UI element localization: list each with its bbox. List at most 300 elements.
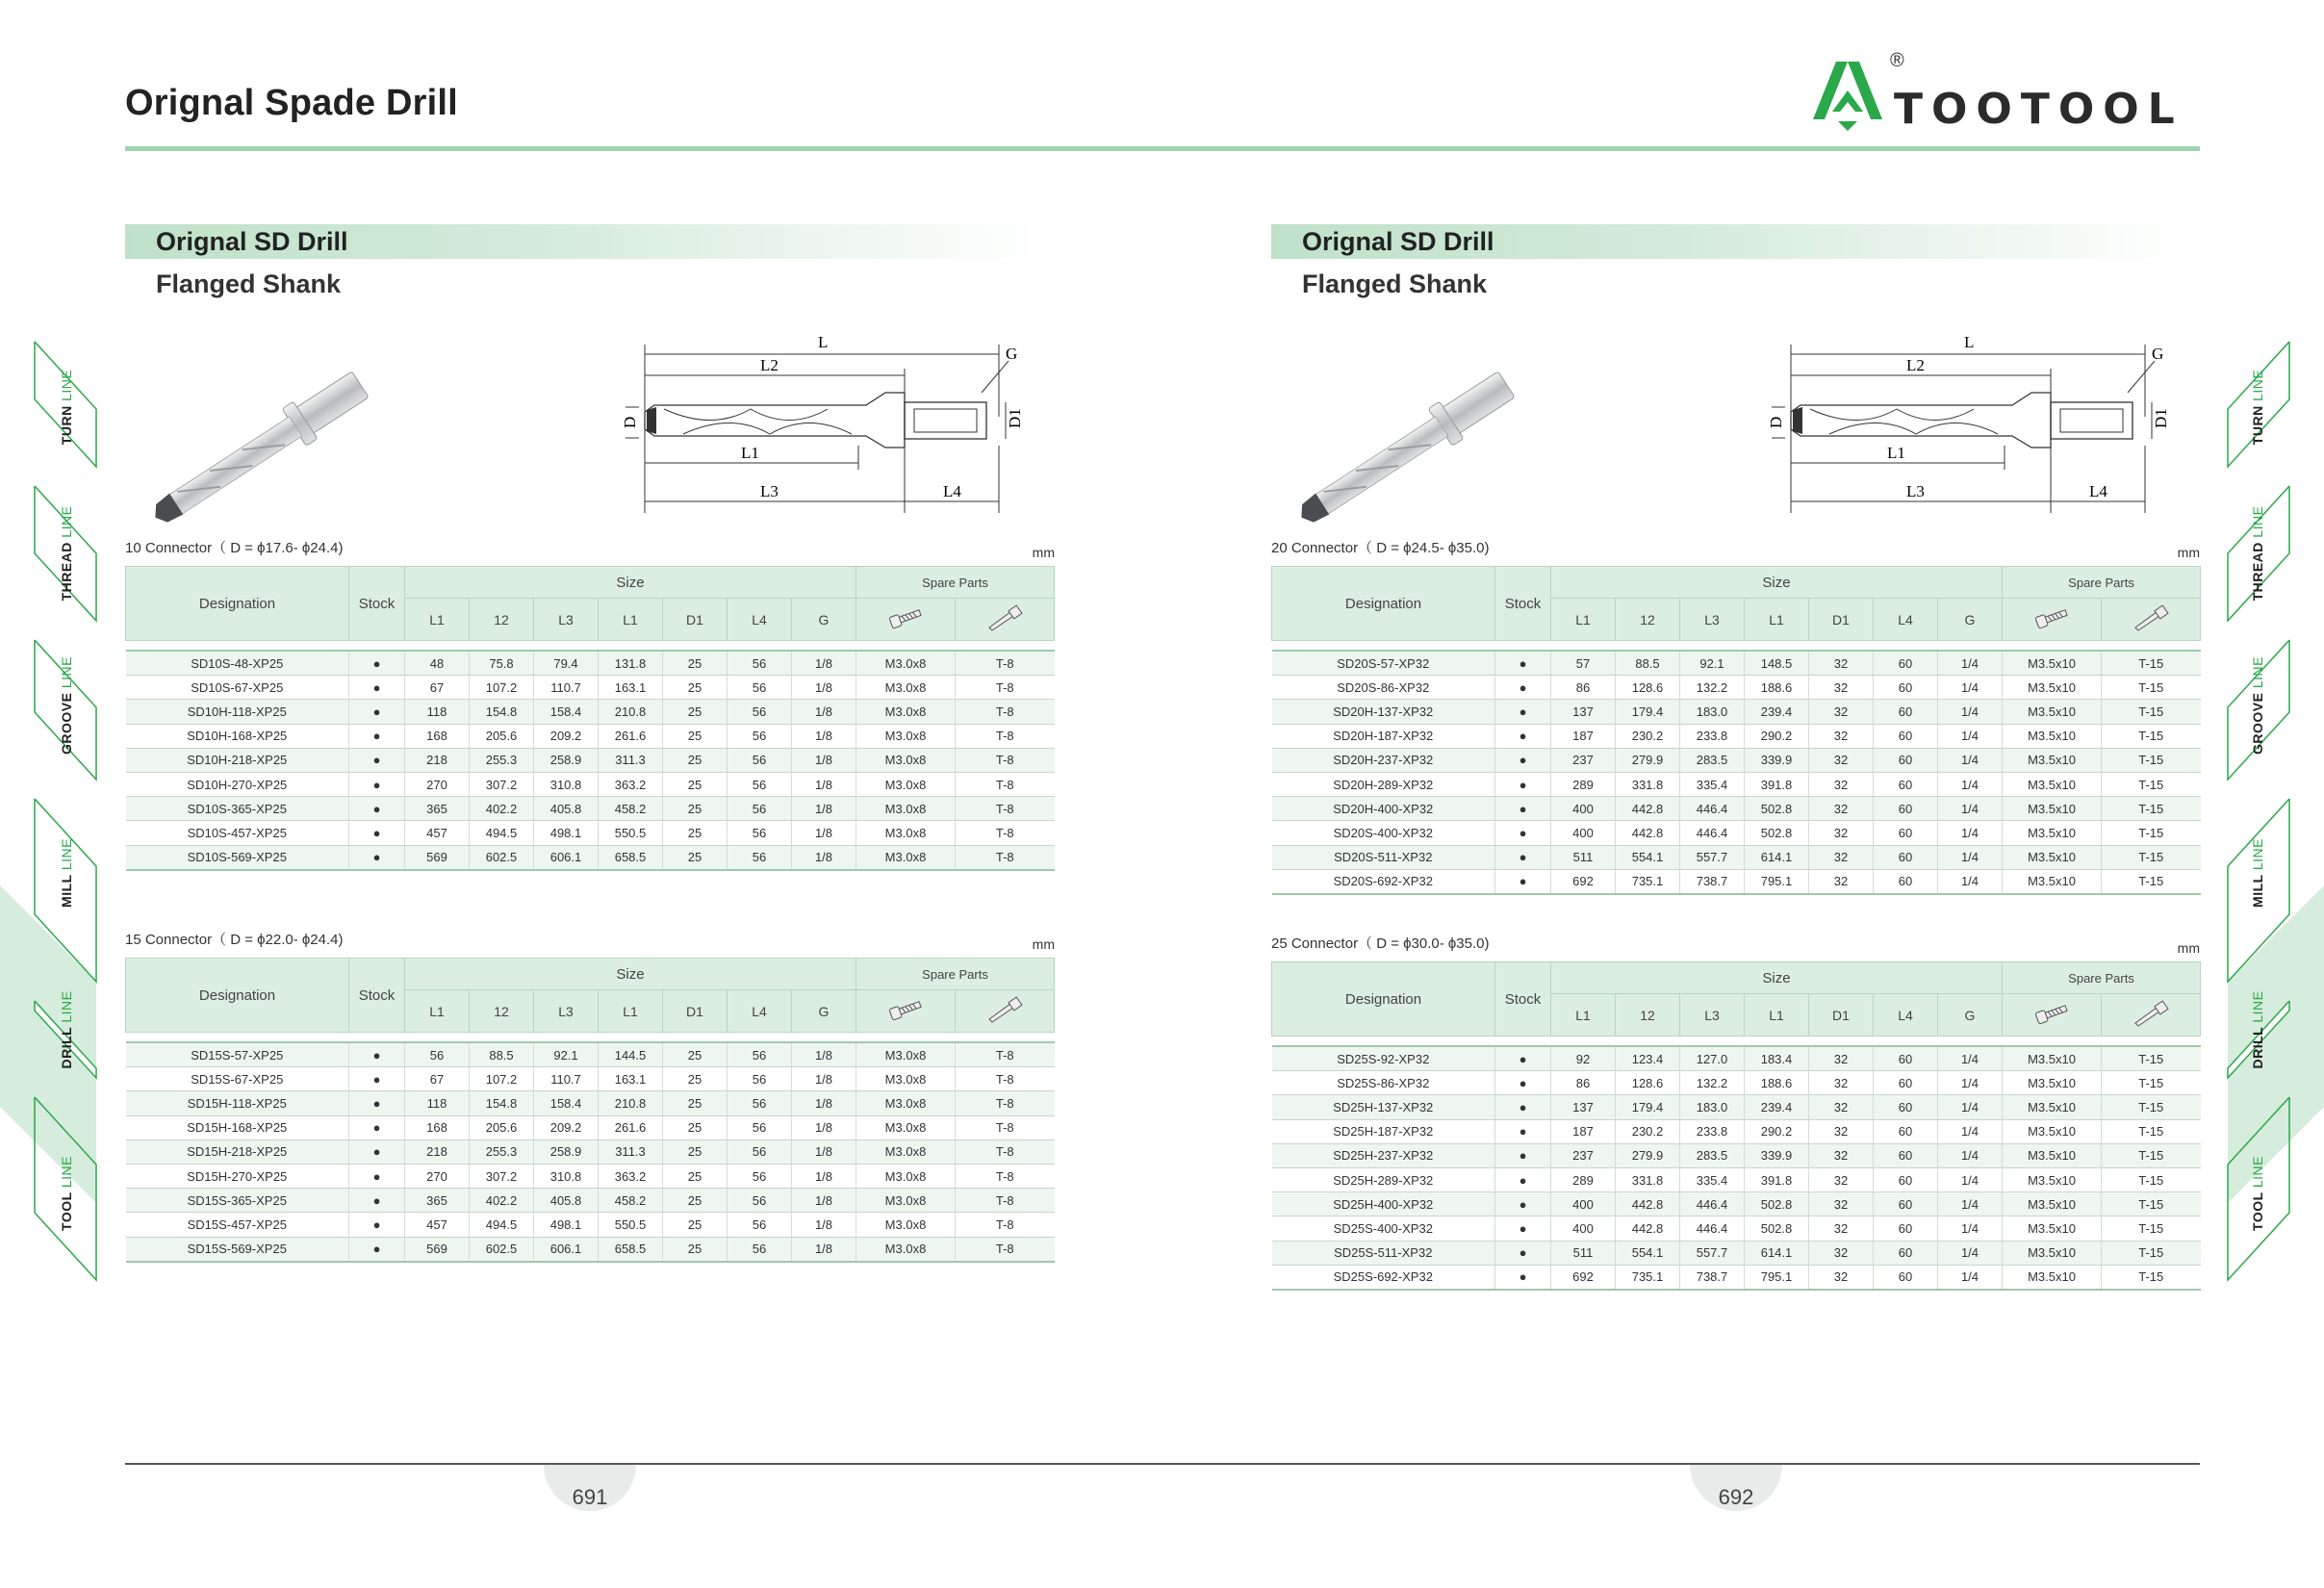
table-cell: 233.8 (1680, 724, 1745, 748)
stock-cell: ● (1495, 1192, 1551, 1217)
header-col: D1 (663, 990, 728, 1033)
side-tab-label (59, 369, 74, 444)
table-cell: 86 (1551, 676, 1616, 700)
table-cell: 1/8 (792, 700, 856, 724)
table-cell: 738.7 (1680, 869, 1745, 894)
header-col: L1 (405, 599, 470, 641)
table-cell: 154.8 (470, 1091, 534, 1115)
spade-drill-photo (125, 330, 433, 542)
table-cell: 56 (728, 651, 792, 676)
table-cell: T-15 (2102, 1046, 2201, 1071)
table-cell: 60 (1874, 724, 1938, 748)
table-cell: T-8 (956, 651, 1055, 676)
table-cell: 446.4 (1680, 1192, 1745, 1217)
table-wrap (125, 566, 1055, 871)
side-tab-label (2250, 838, 2265, 908)
table-cell: 48 (405, 651, 470, 676)
page-title: Orignal Spade Drill (125, 83, 458, 123)
table-cell: 1/8 (792, 724, 856, 748)
table-cell: 738.7 (1680, 1265, 1745, 1290)
table-cell: 400 (1551, 1217, 1616, 1241)
table-cell: T-8 (956, 772, 1055, 796)
table-cell: 511 (1551, 1241, 1616, 1265)
screw-icon (2032, 606, 2071, 629)
table-cell: T-15 (2102, 700, 2201, 724)
table-cell: 32 (1809, 1192, 1874, 1217)
table-cell: T-15 (2102, 1241, 2201, 1265)
dim-L3: L3 (1906, 482, 1925, 500)
table-row (126, 1213, 1055, 1237)
table-cell: 32 (1809, 1095, 1874, 1119)
table-cell: 442.8 (1616, 821, 1680, 845)
table-cell: 446.4 (1680, 821, 1745, 845)
table-cell: T-15 (2102, 1167, 2201, 1191)
table-cell: 502.8 (1745, 1192, 1809, 1217)
stock-cell: ● (349, 1140, 405, 1164)
table-cell: 56 (728, 1042, 792, 1067)
header-col: L1 (1745, 994, 1809, 1037)
header-col: L3 (534, 599, 599, 641)
table-cell: 179.4 (1616, 1095, 1680, 1119)
side-tab-label-light: LINE (2250, 838, 2265, 871)
table-cell: 60 (1874, 821, 1938, 845)
side-tab-label (59, 506, 74, 602)
table-cell: 56 (728, 772, 792, 796)
stock-cell: ● (1495, 1143, 1551, 1167)
drawing-wrap (1767, 320, 2214, 537)
table-cell: 32 (1809, 845, 1874, 869)
header-col: G (792, 990, 856, 1033)
unit-label: mm (1032, 545, 1055, 560)
table-cell: 123.4 (1616, 1046, 1680, 1071)
designation-cell: SD15S-67-XP25 (126, 1067, 349, 1091)
table-cell: 132.2 (1680, 1071, 1745, 1095)
table-cell: 209.2 (534, 724, 599, 748)
table-cell: 32 (1809, 821, 1874, 845)
table-cell: M3.0x8 (856, 1189, 956, 1213)
table-cell: 32 (1809, 869, 1874, 894)
table-cell: 88.5 (470, 1042, 534, 1067)
table-cell: 502.8 (1745, 821, 1809, 845)
table-cell: 1/4 (1938, 651, 2003, 676)
table-cell: 56 (728, 1115, 792, 1140)
table-cell: M3.0x8 (856, 1140, 956, 1164)
table-row (1272, 1241, 2201, 1265)
table-cell: 502.8 (1745, 1217, 1809, 1241)
stock-cell: ● (349, 700, 405, 724)
table-cell: T-15 (2102, 797, 2201, 821)
table-cell: 735.1 (1616, 1265, 1680, 1290)
table-cell: T-15 (2102, 1071, 2201, 1095)
table-cell: 331.8 (1616, 772, 1680, 796)
table-cell: 60 (1874, 1167, 1938, 1191)
table-cell: 107.2 (470, 676, 534, 700)
table-cell: 127.0 (1680, 1046, 1745, 1071)
side-tab-drill[interactable] (34, 977, 99, 1083)
table-cell: 32 (1809, 1265, 1874, 1290)
designation-cell: SD25S-400-XP32 (1272, 1217, 1495, 1241)
table-cell: 56 (728, 1164, 792, 1188)
dim-L4: L4 (943, 482, 961, 500)
table-cell: 1/8 (792, 1213, 856, 1237)
header-rule (125, 146, 2200, 151)
table-row (126, 1164, 1055, 1188)
stock-cell: ● (1495, 748, 1551, 772)
table-cell: 132.2 (1680, 676, 1745, 700)
table-cell: 307.2 (470, 1164, 534, 1188)
table-cell: M3.5x10 (2003, 1192, 2102, 1217)
header-designation: Designation (1272, 567, 1495, 641)
table-cell: 32 (1809, 651, 1874, 676)
table-cell: 458.2 (599, 797, 663, 821)
table-cell: 60 (1874, 1071, 1938, 1095)
table-cell: M3.0x8 (856, 1213, 956, 1237)
table-cell: 446.4 (1680, 1217, 1745, 1241)
table-cell: 239.4 (1745, 1095, 1809, 1119)
table-cell: 56 (728, 1067, 792, 1091)
header-stock: Stock (349, 567, 405, 641)
designation-cell: SD10H-168-XP25 (126, 724, 349, 748)
table-cell: 363.2 (599, 1164, 663, 1188)
table-cell: 261.6 (599, 724, 663, 748)
table-cell: 237 (1551, 1143, 1616, 1167)
designation-cell: SD15H-118-XP25 (126, 1091, 349, 1115)
side-tab-turn[interactable] (2225, 332, 2290, 481)
table-cell: 60 (1874, 1265, 1938, 1290)
table-cell: 56 (728, 797, 792, 821)
table-row (126, 821, 1055, 845)
table-cell: 183.0 (1680, 1095, 1745, 1119)
dim-D1: D1 (1006, 408, 1024, 428)
registered-mark: ® (1890, 50, 1904, 71)
side-tab-tool[interactable] (34, 1092, 99, 1294)
header-col: 12 (1616, 994, 1680, 1037)
table-cell: 60 (1874, 700, 1938, 724)
section-band (1271, 224, 2185, 259)
table-row (1272, 1046, 2201, 1071)
table-cell: M3.0x8 (856, 724, 956, 748)
table-cell: 57 (1551, 651, 1616, 676)
table-cell: M3.0x8 (856, 821, 956, 845)
table-cell: 183.4 (1745, 1046, 1809, 1071)
table-cell: 1/8 (792, 1115, 856, 1140)
table-cell: T-15 (2102, 651, 2201, 676)
dim-L4: L4 (2089, 482, 2107, 500)
table-cell: 311.3 (599, 1140, 663, 1164)
side-tab-label-light: LINE (59, 369, 74, 401)
table-cell: 67 (405, 676, 470, 700)
table-cell: 614.1 (1745, 1241, 1809, 1265)
screw-icon (886, 998, 925, 1021)
table-row (126, 1067, 1055, 1091)
header-spare-parts: Spare Parts (2003, 962, 2201, 994)
table-cell: 218 (405, 748, 470, 772)
side-tab-label (2250, 1156, 2265, 1231)
table-row (1272, 748, 2201, 772)
table-row (1272, 1143, 2201, 1167)
table-cell: 402.2 (470, 1189, 534, 1213)
side-tab-label (2250, 656, 2265, 755)
table-cell: 735.1 (1616, 869, 1680, 894)
table-cell: 1/4 (1938, 724, 2003, 748)
table-cell: 25 (663, 821, 728, 845)
table-cell: 56 (728, 1140, 792, 1164)
designation-cell: SD15S-57-XP25 (126, 1042, 349, 1067)
table-cell: M3.5x10 (2003, 772, 2102, 796)
table-cell: 1/8 (792, 676, 856, 700)
table-cell: 60 (1874, 1217, 1938, 1241)
side-tab-turn[interactable] (34, 332, 99, 481)
table-cell: 795.1 (1745, 1265, 1809, 1290)
table-cell: 1/4 (1938, 1265, 2003, 1290)
table-cell: 335.4 (1680, 772, 1745, 796)
table-cell: 1/8 (792, 821, 856, 845)
table-cell: 205.6 (470, 1115, 534, 1140)
table-cell: M3.5x10 (2003, 845, 2102, 869)
side-tab-mill[interactable] (2225, 781, 2290, 964)
header-key (2102, 994, 2201, 1037)
designation-cell: SD10S-67-XP25 (126, 676, 349, 700)
side-tab-label-light: LINE (2250, 990, 2265, 1023)
screw-icon (2032, 1002, 2071, 1025)
designation-cell: SD25H-187-XP32 (1272, 1119, 1495, 1143)
table-cell: T-8 (956, 1189, 1055, 1213)
table-cell: 25 (663, 1115, 728, 1140)
side-tab-mill[interactable] (34, 781, 99, 964)
stock-cell: ● (1495, 772, 1551, 796)
table-cell: 1/4 (1938, 1167, 2003, 1191)
table-row (1272, 845, 2201, 869)
table-cell: 498.1 (534, 821, 599, 845)
table-row (1272, 700, 2201, 724)
table-cell: 283.5 (1680, 1143, 1745, 1167)
table-cell: 131.8 (599, 651, 663, 676)
table-cell: M3.5x10 (2003, 797, 2102, 821)
table-cell: 1/8 (792, 797, 856, 821)
side-tab-label (59, 656, 74, 755)
dim-G: G (1006, 345, 1018, 363)
header-col: L1 (599, 990, 663, 1033)
table-cell: T-8 (956, 724, 1055, 748)
table-cell: 60 (1874, 1095, 1938, 1119)
table-cell: T-8 (956, 1164, 1055, 1188)
table-cell: 60 (1874, 1046, 1938, 1071)
table-cell: 1/8 (792, 1189, 856, 1213)
table-cell: 1/8 (792, 845, 856, 870)
table-cell: 56 (728, 676, 792, 700)
table-cell: 25 (663, 1091, 728, 1115)
section-band (125, 224, 1039, 259)
side-tab-tool[interactable] (2225, 1092, 2290, 1294)
table-cell: 25 (663, 1237, 728, 1262)
table-cell: 1/4 (1938, 748, 2003, 772)
table-cell: 290.2 (1745, 724, 1809, 748)
torx-key-icon (985, 996, 1024, 1023)
table-cell: 188.6 (1745, 1071, 1809, 1095)
table-cell: 550.5 (599, 1213, 663, 1237)
designation-cell: SD20S-400-XP32 (1272, 821, 1495, 845)
stock-cell: ● (349, 1115, 405, 1140)
table-cell: 400 (1551, 1192, 1616, 1217)
table-cell: 25 (663, 772, 728, 796)
table-cell: T-15 (2102, 724, 2201, 748)
table-cell: T-15 (2102, 1095, 2201, 1119)
table-cell: 289 (1551, 1167, 1616, 1191)
table-cell: 32 (1809, 1071, 1874, 1095)
table-cell: 289 (1551, 772, 1616, 796)
header-key (956, 990, 1055, 1033)
table-cell: 75.8 (470, 651, 534, 676)
screw-icon (886, 606, 925, 629)
unit-label: mm (1032, 936, 1055, 952)
table-cell: 402.2 (470, 797, 534, 821)
table-cell: 569 (405, 845, 470, 870)
designation-cell: SD25H-289-XP32 (1272, 1167, 1495, 1191)
side-tab-groove[interactable] (2225, 624, 2290, 787)
section-title: Orignal SD Drill (156, 227, 348, 256)
stock-cell: ● (349, 772, 405, 796)
designation-cell: SD20H-289-XP32 (1272, 772, 1495, 796)
table-cell: 457 (405, 821, 470, 845)
side-tab-groove[interactable] (34, 624, 99, 787)
table-cell: 25 (663, 1189, 728, 1213)
stock-cell: ● (1495, 1095, 1551, 1119)
table-cell: T-8 (956, 845, 1055, 870)
designation-cell: SD20S-57-XP32 (1272, 651, 1495, 676)
designation-cell: SD15S-457-XP25 (126, 1213, 349, 1237)
table-cell: T-8 (956, 1140, 1055, 1164)
side-tab-thread[interactable] (2225, 476, 2290, 630)
header-col: D1 (1809, 994, 1874, 1037)
designation-cell: SD25H-237-XP32 (1272, 1143, 1495, 1167)
table-cell: 128.6 (1616, 1071, 1680, 1095)
table-cell: 1/4 (1938, 1217, 2003, 1241)
table-cell: 56 (728, 1213, 792, 1237)
table-cell: 557.7 (1680, 845, 1745, 869)
torx-key-icon (2132, 1000, 2170, 1027)
table-cell: 1/4 (1938, 1192, 2003, 1217)
table-cell: 457 (405, 1213, 470, 1237)
table-row (126, 1237, 1055, 1262)
designation-cell: SD25H-137-XP32 (1272, 1095, 1495, 1119)
stock-cell: ● (1495, 869, 1551, 894)
table-cell: 1/8 (792, 748, 856, 772)
table-cell: 154.8 (470, 700, 534, 724)
table-cell: 498.1 (534, 1213, 599, 1237)
table-cell: T-8 (956, 1237, 1055, 1262)
table-cell: 255.3 (470, 1140, 534, 1164)
table-cell: 446.4 (1680, 797, 1745, 821)
designation-cell: SD20H-237-XP32 (1272, 748, 1495, 772)
table-row (126, 1091, 1055, 1115)
header-size: Size (1551, 567, 2003, 599)
table-cell: T-8 (956, 748, 1055, 772)
table-cell: 168 (405, 1115, 470, 1140)
table-cell: 86 (1551, 1071, 1616, 1095)
header-col: 12 (1616, 599, 1680, 641)
table-row (126, 845, 1055, 870)
table-cell: 795.1 (1745, 869, 1809, 894)
table-cell: 32 (1809, 797, 1874, 821)
stock-cell: ● (1495, 651, 1551, 676)
brand-logo (1809, 50, 2204, 137)
header-spare-parts: Spare Parts (856, 567, 1055, 599)
table-cell: 25 (663, 700, 728, 724)
table-cell: 258.9 (534, 748, 599, 772)
table-cell: 554.1 (1616, 845, 1680, 869)
table-cell: T-15 (2102, 1265, 2201, 1290)
designation-cell: SD25S-86-XP32 (1272, 1071, 1495, 1095)
side-tab-label (59, 838, 74, 908)
table-cell: 658.5 (599, 845, 663, 870)
table-row (126, 1189, 1055, 1213)
side-tab-label-light: LINE (2250, 505, 2265, 538)
table-cell: T-15 (2102, 676, 2201, 700)
side-tab-thread[interactable] (34, 476, 99, 630)
table-cell: M3.5x10 (2003, 651, 2102, 676)
table-cell: 1/4 (1938, 700, 2003, 724)
side-tab-drill[interactable] (2225, 977, 2290, 1083)
header-col: L4 (1874, 599, 1938, 641)
table-cell: 279.9 (1616, 748, 1680, 772)
table-cell: 405.8 (534, 797, 599, 821)
table-cell: M3.5x10 (2003, 724, 2102, 748)
dim-L1: L1 (741, 444, 759, 462)
table-cell: 137 (1551, 700, 1616, 724)
table-cell: 614.1 (1745, 845, 1809, 869)
table-row (1272, 772, 2201, 796)
connector-label: 20 Connector（ D = ϕ24.5- ϕ35.0) (1271, 540, 1490, 556)
table-row (126, 676, 1055, 700)
table-cell: 25 (663, 1067, 728, 1091)
table-cell: 270 (405, 772, 470, 796)
table-cell: 32 (1809, 1143, 1874, 1167)
stock-cell: ● (349, 1213, 405, 1237)
table-cell: T-15 (2102, 1119, 2201, 1143)
table-row (126, 700, 1055, 724)
stock-cell: ● (1495, 1217, 1551, 1241)
table-cell: M3.5x10 (2003, 748, 2102, 772)
table-cell: T-15 (2102, 869, 2201, 894)
table-cell: 25 (663, 1164, 728, 1188)
table-cell: 92.1 (1680, 651, 1745, 676)
table-cell: M3.0x8 (856, 845, 956, 870)
stock-cell: ● (1495, 1046, 1551, 1071)
dim-D1: D1 (2152, 408, 2170, 428)
header-col: L1 (405, 990, 470, 1033)
designation-cell: SD10H-218-XP25 (126, 748, 349, 772)
table-cell: 25 (663, 676, 728, 700)
table-cell: 56 (728, 724, 792, 748)
spec-table (1271, 961, 2201, 1291)
table-row (1272, 1095, 2201, 1119)
side-tab-label-bold: MILL (59, 874, 74, 908)
table-cell: M3.5x10 (2003, 1046, 2102, 1071)
table-cell: 335.4 (1680, 1167, 1745, 1191)
dim-L2: L2 (1906, 356, 1925, 374)
table-row (1272, 1192, 2201, 1217)
table-cell: T-8 (956, 1067, 1055, 1091)
table-cell: 494.5 (470, 821, 534, 845)
table-cell: 32 (1809, 1217, 1874, 1241)
header-col: L3 (534, 990, 599, 1033)
designation-cell: SD15H-270-XP25 (126, 1164, 349, 1188)
table-cell: T-8 (956, 1091, 1055, 1115)
table-cell: M3.5x10 (2003, 700, 2102, 724)
header-spare-parts: Spare Parts (2003, 567, 2201, 599)
stock-cell: ● (349, 845, 405, 870)
table-cell: 60 (1874, 651, 1938, 676)
